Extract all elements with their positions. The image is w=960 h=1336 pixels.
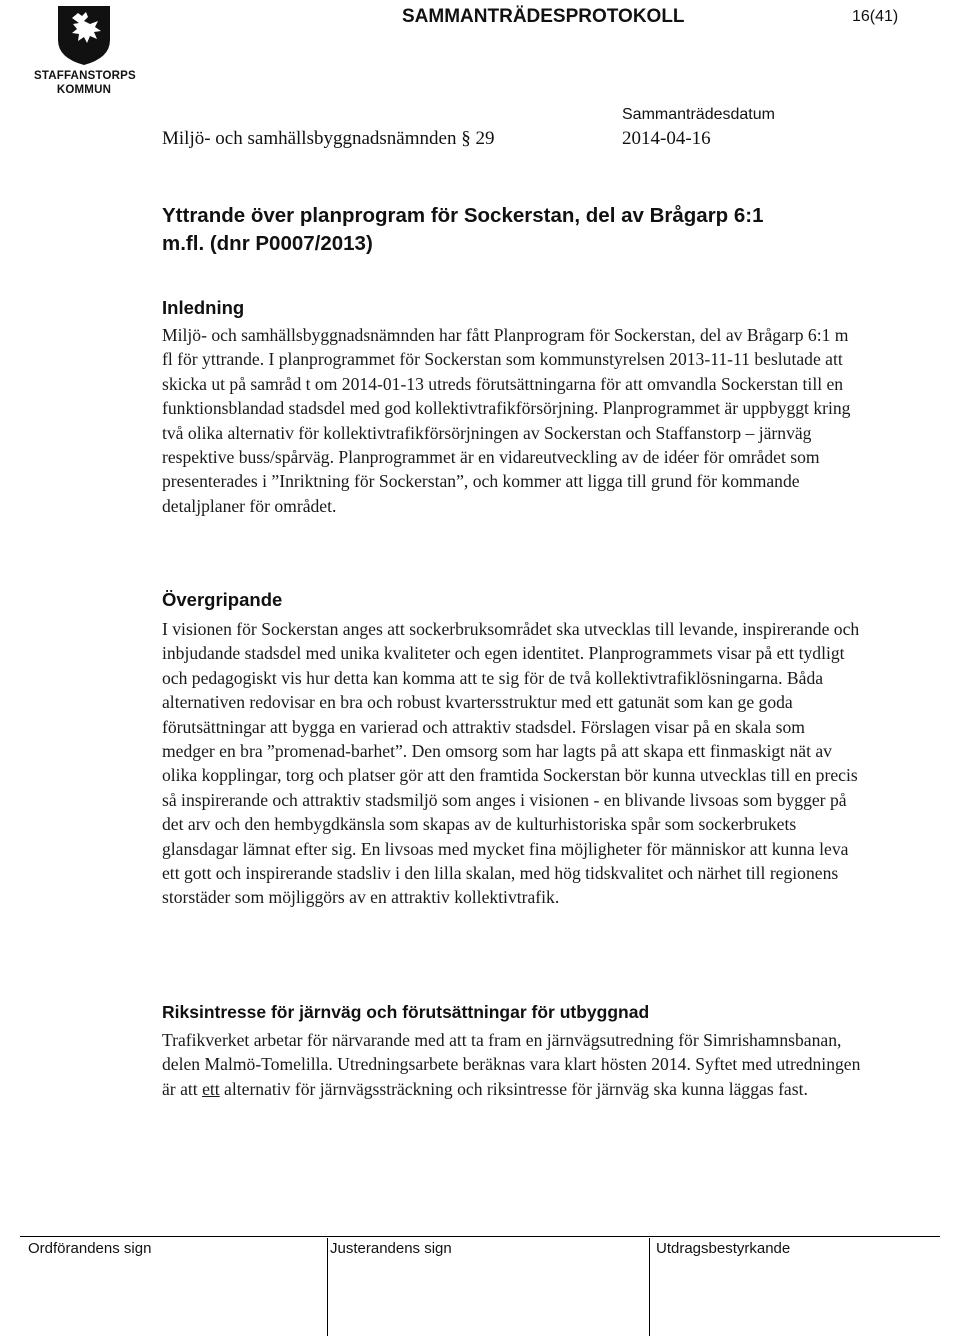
logo-text-line1: STAFFANSTORPS xyxy=(34,70,136,82)
municipality-logo xyxy=(34,4,134,104)
coat-of-arms-icon xyxy=(34,4,134,66)
meeting-date: 2014-04-16 xyxy=(622,128,711,149)
riksintresse-text-a: Trafikverket arbetar för närvarande med att ta fram en järnvägsutredning för Simrishamnsbanan, delen Malmö-Tomelilla. Utredningsarbete beräknas vara klart hösten 2014. Syftet med utredningen är att xyxy=(162,1030,861,1099)
page-number: 16(41) xyxy=(852,8,899,25)
adjuster-signature-field: Justerandens sign xyxy=(330,1240,452,1257)
chair-signature-field: Ordförandens sign xyxy=(28,1240,152,1257)
document-type: SAMMANTRÄDESPROTOKOLL xyxy=(402,6,685,27)
section-heading-overgripande: Övergripande xyxy=(162,589,283,610)
section-heading-riksintresse: Riksintresse för järnväg och förutsättningar för utbyggnad xyxy=(162,1002,650,1022)
page-title xyxy=(162,202,862,258)
extract-certification-field: Utdragsbestyrkande xyxy=(656,1240,791,1257)
riksintresse-emphasis: ett xyxy=(202,1078,220,1099)
section-text-riksintresse xyxy=(162,1028,862,1101)
footer-column-divider xyxy=(649,1238,650,1336)
section-heading-inledning: Inledning xyxy=(162,297,245,318)
logo-text-line2: KOMMUN xyxy=(56,84,112,96)
section-text-inledning: Miljö- och samhällsbyggnadsnämnden har fått Planprogram för Sockerstan, del av Brågarp 6:1 m fl för yttrande. I planprogrammet för Sockerstan som kommunstyrelsen 2013-11-11 beslutade att skicka ut på samråd t om 2014-01-13 utreds förutsättningarna för att omvandla Sockerstan till en funktionsblandad stadsdel med god kollektivtrafikförsörjning. Planprogrammet är uppbyggt kring två olika alternativ för kollektivtrafikförsörjningen av Sockerstan och Staffanstorp – järnväg respektive buss/spårväg. Planprogrammet är en vidareutveckling av de idéer för området som presenterades i ”Inriktning för Sockerstan”, och kommer att ligga till grund för kommande detaljplaner för området. xyxy=(162,325,851,516)
title-line-2: m.fl. (dnr P0007/2013) xyxy=(162,232,373,255)
riksintresse-text-b: alternativ för järnvägssträckning och riksintresse för järnväg ska kunna läggas fast. xyxy=(219,1078,808,1099)
section-text-overgripande: I visionen för Sockerstan anges att sockerbruksområdet ska utvecklas till levande, inspirerande och inbjudande stadsdel med unika kvaliteter och egen identitet. Planprogrammets visar på ett tydligt och pedagogiskt vis hur detta kan komma att te sig för de två kollektivtrafiklösningarna. Båda alternativen redovisar en bra och robust kvartersstruktur med ett gatunät som kan ge goda förutsättningar att bygga en varierad och attraktiv stadsdel. Förslagen visar på en skala som medger en bra ”promenad-barhet”. Den omsorg som har lagts på att skapa ett finmaskigt nät av olika kopplingar, torg och platser gör att den framtida Sockerstan bör kunna utvecklas till en precis så inspirerande och attraktiv stadsmiljö som anges i visionen - en blivande livsoas som bygger på det arv och den hembygdkänsla som skapas av de kulturhistoriska spår som sockerbrukets glansdagar lämnat efter sig. En livsoas med mycket fina möjligheter för människor att kunna leva ett gott och inspirerande stadsliv i den lilla skalan, med hög tidskvalitet och närhet till regionens storstäder som möjliggörs av en attraktiv kollektivtrafik. xyxy=(162,619,860,908)
footer-column-divider xyxy=(327,1238,328,1336)
footer-divider xyxy=(20,1236,940,1237)
title-line-1: Yttrande över planprogram för Sockerstan, del av Brågarp 6:1 xyxy=(162,204,764,227)
board-and-paragraph: Miljö- och samhällsbyggnadsnämnden § 29 xyxy=(162,128,495,149)
meeting-date-label: Sammanträdesdatum xyxy=(622,106,775,123)
